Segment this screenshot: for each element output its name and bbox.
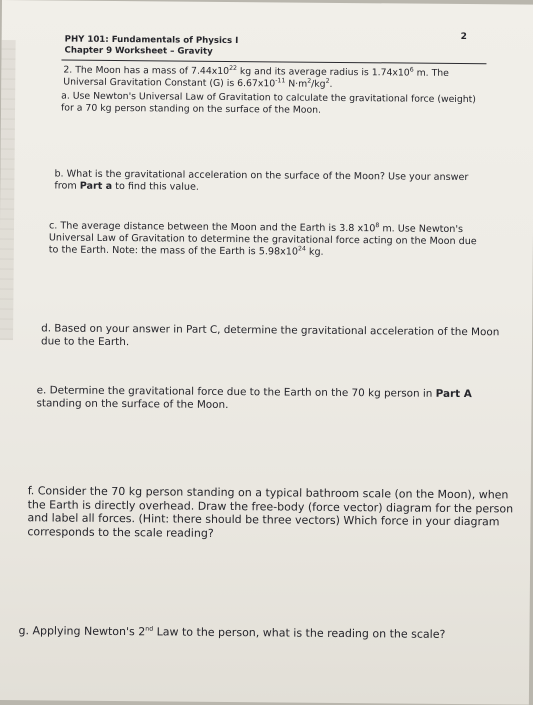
page-number: 2	[460, 32, 468, 43]
question-g: g. Applying Newton's 2nd Law to the person, what is the reading on the scale?	[18, 624, 446, 641]
question-c: c. The average distance between the Moon and the Earth is 3.8 $x10^8$ m. Use Newton's Universal Law of Gravitation to determine the gravitational force acting on the Moon due to the Earth. Note: the mass of the Earth is $5.98x10^{24}$ kg.	[48, 220, 477, 258]
question-a: a. Use Newton's Universal Law of Gravitation to calculate the gravitational force (weight) for a 70 kg person standing on the surface of the Moon.	[61, 90, 477, 116]
question-2-line-1: 2. The Moon has a mass of $7.44x10^{22}$ kg and its average radius is $1.74x10^6$ m. The	[63, 64, 449, 79]
course-title: PHY 101: Fundamentals of Physics I	[64, 34, 239, 47]
worksheet-title: Chapter 9 Worksheet – Gravity	[64, 45, 213, 57]
notebook-edge	[0, 40, 16, 340]
question-2-line-2: Universal Gravitation Constant (G) is $6.67x10^{-11}$ $N\cdot m^2/kg^2$.	[63, 76, 333, 90]
question-e: e. Determine the gravitational force due to the Earth on the 70 kg person in Part A standing on the surface of the Moon.	[36, 384, 472, 411]
question-b: b. What is the gravitational acceleration on the surface of the Moon? Use your answer from Part a to find this value.	[54, 168, 469, 193]
question-d: d. Based on your answer in Part C, determine the gravitational acceleration of the Moon due to the Earth.	[40, 322, 500, 349]
header-divider	[61, 60, 486, 65]
question-2	[63, 65, 449, 91]
worksheet-header	[65, 35, 239, 59]
question-f: f. Consider the 70 kg person standing on a typical bathroom scale (on the Moon), when the Earth is directly overhead. Draw the free-body (force vector) diagram for the person and label all forces. (Hint: there should be three vectors) Which force in your diagram corresponds to the scale reading?	[27, 484, 514, 540]
